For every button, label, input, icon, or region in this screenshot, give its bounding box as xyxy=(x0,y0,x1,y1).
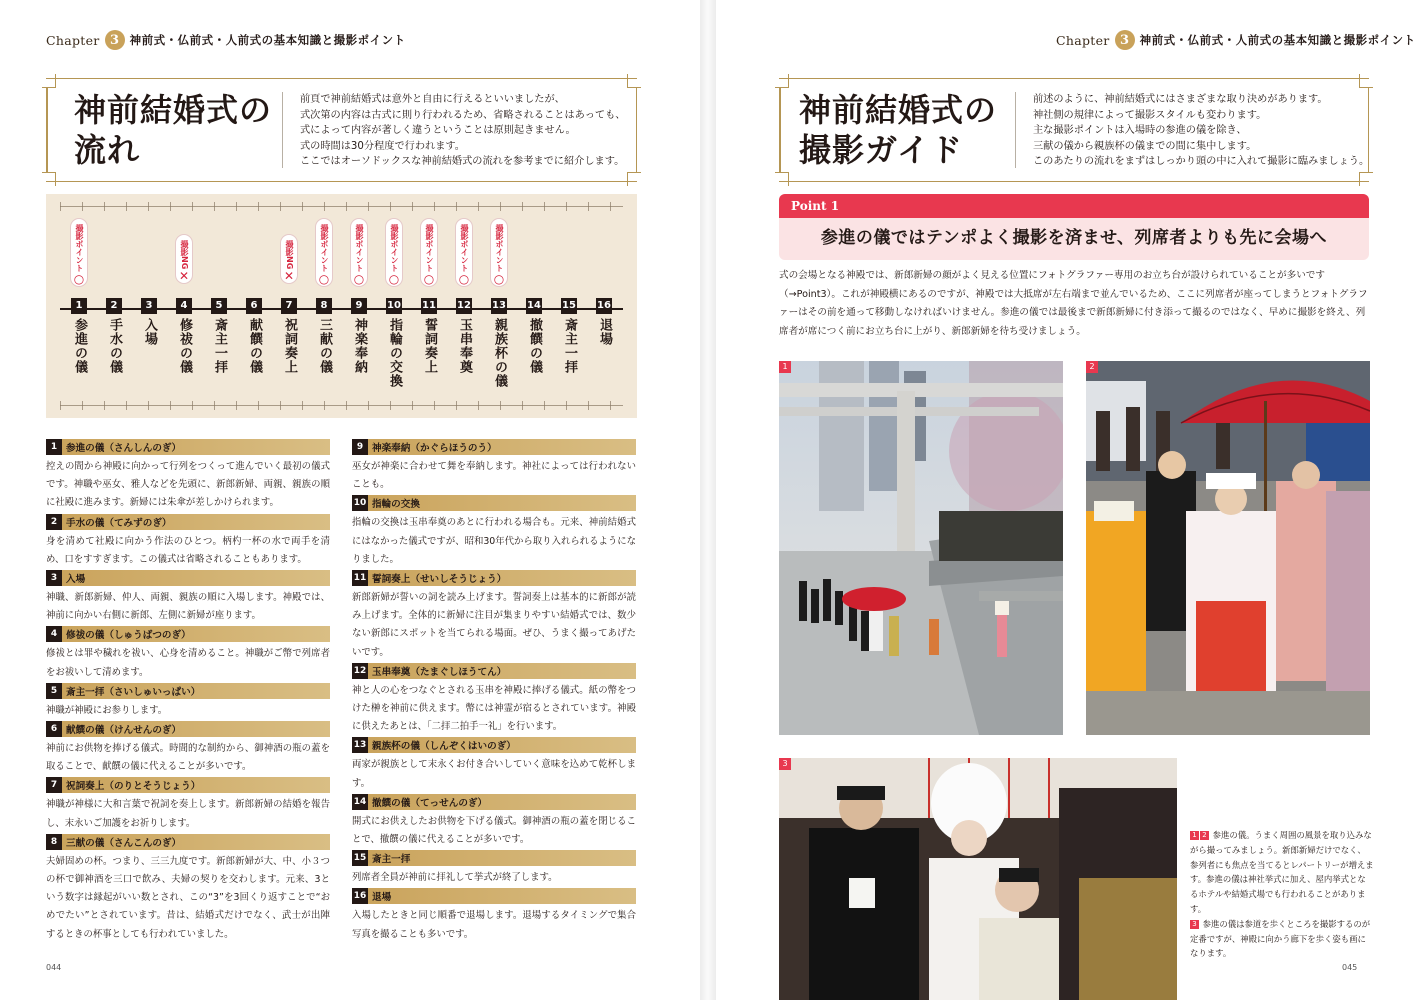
photo-corridor-couple xyxy=(779,758,1177,1000)
step-detail-number: 8 xyxy=(46,834,62,850)
step-detail-body: 新郎新婦が誓いの詞を読み上げます。誓詞奏上は基本的に新郎が読み上げます。全体的に新婦に注目が集まりやすい結婚式では、数少ない新郎にスポットを当てられる場面。ぜひ、うまく撮ってあげたいです。 xyxy=(352,592,636,658)
chapter-header xyxy=(1056,30,1416,50)
step-detail-title: 修祓の儀（しゅうばつのぎ） xyxy=(66,630,191,642)
step-detail-heading xyxy=(46,777,330,793)
timeline-step xyxy=(243,298,265,374)
step-detail-body: 神職、新郎新婦、仲人、両親、親族の順に入場します。神殿では、神前に向かい右側に新郎、左側に新婦が座ります。 xyxy=(46,592,330,622)
step-detail-number: 1 xyxy=(46,439,62,455)
step-detail-body: 巫女が神楽に合わせて舞を奉納します。神社によっては行われないことも。 xyxy=(352,461,636,491)
caption-badge: 2 xyxy=(1200,831,1209,840)
step-detail-number: 12 xyxy=(352,663,368,679)
intro-line: 前述のように、神前結婚式にはさまざまな取り決めがあります。 xyxy=(1033,94,1328,105)
step-detail-body: 両家が親族として末永くお付き合いしていく意味を込めて乾杯します。 xyxy=(352,759,636,789)
timeline-step xyxy=(208,298,230,374)
step-detail-number: 3 xyxy=(46,570,62,586)
step-detail xyxy=(352,439,636,494)
step-detail-title: 参進の儀（さんしんのぎ） xyxy=(66,443,182,454)
step-details-left xyxy=(46,439,330,945)
photo-torii-procession xyxy=(779,361,1063,735)
timeline-step xyxy=(523,298,545,374)
pin-label: 撮影ポイント xyxy=(425,224,434,272)
chapter-number: 3 xyxy=(105,30,125,50)
step-detail-heading xyxy=(46,683,330,699)
photo-point-pin xyxy=(350,218,368,287)
step-detail-body: 開式にお供えしたお供物を下げる儀式。御神酒の瓶の蓋を閉じることで、撤饌の儀に代えることが多いです。 xyxy=(352,815,636,846)
pin-label: 撮影ポイント xyxy=(320,224,329,272)
step-detail xyxy=(352,850,636,887)
step-number: 8 xyxy=(316,298,332,314)
step-detail-heading xyxy=(46,439,330,455)
circle-icon: ○ xyxy=(318,272,330,286)
torii-scene-image xyxy=(779,361,1063,735)
point-title: 参進の儀ではテンポよく撮影を済ませ、列席者よりも先に会場へ xyxy=(820,228,1328,248)
step-detail-number: 14 xyxy=(352,794,368,810)
step-name: 修祓の儀 xyxy=(177,318,192,374)
title-box xyxy=(46,78,637,182)
step-detail-title: 親族杯の儀（しんぞくはいのぎ） xyxy=(372,741,516,753)
step-detail-body: 神と人の心をつなぐとされる玉串を神殿に捧げる儀式。紙の幣をつけた榊を神前に供えます。幣には神霊が宿るとされています。神殿に供えたあとは、「二拝二拍手一礼」を行います。 xyxy=(352,684,636,733)
photo-ng-pin xyxy=(280,234,298,284)
photo-point-pin xyxy=(385,218,403,287)
step-number: 9 xyxy=(351,298,367,314)
photo-red-umbrella xyxy=(1086,361,1370,735)
title-box xyxy=(779,78,1369,182)
step-detail-number: 11 xyxy=(352,570,368,586)
right-page xyxy=(716,0,1416,1000)
step-number: 13 xyxy=(491,298,507,314)
step-detail xyxy=(352,495,636,569)
step-detail-body: 修祓とは罪や穢れを祓い、心身を清めること。神職がご幣で列席者をお祓いして清めます。 xyxy=(46,648,330,678)
step-number: 14 xyxy=(526,298,542,314)
timeline-step xyxy=(383,298,405,388)
point-card xyxy=(779,194,1369,260)
step-name: 手水の儀 xyxy=(107,318,122,374)
cross-icon: ✕ xyxy=(178,269,190,284)
intro-line: 式によって内容が著しく違うということは原則起きません。 xyxy=(300,125,576,137)
intro-line: 三献の儀から親族杯の儀までの間に集中します。 xyxy=(1033,140,1257,152)
step-detail-heading xyxy=(352,737,636,753)
step-name: 親族杯の儀 xyxy=(492,318,507,388)
step-name: 撤饌の儀 xyxy=(527,318,542,374)
timeline-step xyxy=(278,298,300,374)
page-title xyxy=(74,90,272,170)
intro-line: 式次第の内容は古式に則り行われるため、省略されることはあっても、 xyxy=(300,109,626,121)
step-detail-heading xyxy=(46,514,330,530)
timeline-step xyxy=(558,298,580,374)
step-detail-title: 退場 xyxy=(372,892,392,904)
step-number: 5 xyxy=(211,298,227,314)
step-detail-title: 斎主一拝 xyxy=(372,854,411,866)
title-line-2: 流れ xyxy=(74,131,141,169)
step-detail-body: 身を清めて社殿に向かう作法のひとつ。柄杓一杯の水で両手を清め、口をすすぎます。この儀式は省略されることもあります。 xyxy=(46,535,330,565)
step-detail-body: 神職が神様に大和言葉で祝詞を奏上します。新郎新婦の結婚を報告し、末永いご加護をお祈りします。 xyxy=(46,799,330,829)
pin-label: 撮影ポイント xyxy=(355,224,364,272)
timeline-step xyxy=(418,298,440,374)
step-detail xyxy=(352,794,636,849)
left-page xyxy=(0,0,700,1000)
step-detail-heading xyxy=(46,626,330,642)
pin-label: 撮影NG xyxy=(180,240,189,270)
step-name: 献饌の儀 xyxy=(247,318,262,374)
cross-icon: ✕ xyxy=(283,269,295,284)
timeline-step xyxy=(103,298,125,374)
step-detail-body: 神職が神殿にお参りします。 xyxy=(46,704,168,716)
step-detail xyxy=(352,570,636,662)
step-detail-heading xyxy=(46,570,330,586)
photo-point-pin xyxy=(315,218,333,287)
step-detail-number: 9 xyxy=(352,439,368,455)
circle-icon: ○ xyxy=(423,272,435,286)
photo-badge: 1 xyxy=(779,361,791,373)
timeline-step xyxy=(488,298,510,388)
step-detail-number: 2 xyxy=(46,514,62,530)
step-name: 祝詞奏上 xyxy=(282,318,297,374)
timeline-step xyxy=(313,298,335,374)
step-detail xyxy=(46,721,330,776)
step-detail-number: 4 xyxy=(46,626,62,642)
step-detail-body: 控えの間から神殿に向かって行列をつくって進んでいく最初の儀式です。神職や巫女、雅人などを先頭に、新郎新婦、両親、親族の順に社殿に進みます。新婦には朱傘が差しかけられます。 xyxy=(46,461,330,509)
intro-line: このあたりの流れをまずはしっかり頭の中に入れて撮影に臨みましょう。 xyxy=(1033,156,1370,168)
step-number: 16 xyxy=(596,298,612,314)
circle-icon: ○ xyxy=(493,272,505,286)
step-name: 指輪の交換 xyxy=(387,318,402,388)
gutter xyxy=(700,0,716,1000)
caption-text: 参進の儀。うまく周囲の風景を取り込みながら撮ってみましょう。新郎新婦だけでなく、参列者にも焦点を当てるとレパートリーが増えます。参進の儀は神社挙式に加え、屋内挙式となるホテルや結婚式場でも行われることがあります。 xyxy=(1190,830,1374,914)
intro-line: 式の時間は30分程度で行われます。 xyxy=(300,140,465,152)
chapter-title: 神前式・仏前式・人前式の基本知識と撮影ポイント xyxy=(129,33,406,47)
chapter-title: 神前式・仏前式・人前式の基本知識と撮影ポイント xyxy=(1139,33,1416,47)
caption-badge: 1 xyxy=(1190,831,1199,840)
step-detail-title: 指輪の交換 xyxy=(372,499,420,511)
step-detail-heading xyxy=(352,794,636,810)
step-detail-heading xyxy=(46,721,330,737)
step-number: 4 xyxy=(176,298,192,314)
point-body: 式の会場となる神殿では、新郎新婦の顔がよく見える位置にフォトグラファー専用のお立ち台が設けられていることが多いです（→Point3）。これが神殿横にあるのですが、神殿では大抵席が左右端まで並んでいるため、ここに列席者が座ってしまうとフォトグラファーはその前を通って移動しなければいけません。参進の儀では最後まで新郎新婦に付き添って撮るのではなく、早めに撮影を終え、列席者が席につく前にお立ち台に上がり、新郎新婦を待ち受けましょう。 xyxy=(779,270,1368,337)
title-line-2: 撮影ガイド xyxy=(799,131,964,169)
step-number: 11 xyxy=(421,298,437,314)
step-name: 三献の儀 xyxy=(317,318,332,374)
step-detail xyxy=(46,834,330,944)
point-label: Point 1 xyxy=(779,194,1369,218)
timeline-step xyxy=(173,298,195,374)
step-detail-heading xyxy=(352,439,636,455)
step-detail-heading xyxy=(352,888,636,904)
photo-badge: 2 xyxy=(1086,361,1098,373)
step-detail-title: 手水の儀（てみずのぎ） xyxy=(66,517,172,529)
step-name: 参進の儀 xyxy=(72,318,87,374)
step-detail-number: 13 xyxy=(352,737,368,753)
step-number: 7 xyxy=(281,298,297,314)
pin-label: 撮影ポイント xyxy=(460,224,469,272)
step-name: 玉串奉奠 xyxy=(457,318,472,374)
intro-text xyxy=(300,92,626,170)
step-detail-title: 玉串奉奠（たまぐしほうてん） xyxy=(372,666,507,678)
step-detail-title: 祝詞奏上（のりとそうじょう） xyxy=(66,781,201,793)
photo-caption xyxy=(1190,828,1374,961)
step-detail xyxy=(352,663,636,737)
circle-icon: ○ xyxy=(353,272,365,286)
step-number: 15 xyxy=(561,298,577,314)
chapter-label: Chapter xyxy=(1056,32,1110,48)
photo-point-pin xyxy=(70,218,88,287)
step-detail-heading xyxy=(352,850,636,866)
pin-label: 撮影ポイント xyxy=(390,224,399,272)
timeline-step xyxy=(453,298,475,374)
step-number: 2 xyxy=(106,298,122,314)
timeline-step xyxy=(348,298,370,374)
step-detail xyxy=(46,570,330,625)
step-number: 3 xyxy=(141,298,157,314)
intro-line: 主な撮影ポイントは入場時の参進の儀を除き、 xyxy=(1033,125,1247,137)
pin-label: 撮影ポイント xyxy=(495,224,504,272)
intro-text xyxy=(1033,92,1369,170)
step-number: 6 xyxy=(246,298,262,314)
timeline-step xyxy=(138,298,160,346)
step-detail-title: 誓詞奏上（せいしそうじょう） xyxy=(372,574,507,586)
intro-line: 神社側の規律によって撮影スタイルも変わります。 xyxy=(1033,109,1267,121)
step-detail-body: 神前にお供物を捧げる儀式。時間的な制約から、御神酒の瓶の蓋を取ることで、献饌の儀に代えることが多いです。 xyxy=(46,743,330,773)
step-detail-number: 5 xyxy=(46,683,62,699)
step-number: 12 xyxy=(456,298,472,314)
step-name: 入場 xyxy=(142,318,157,346)
circle-icon: ○ xyxy=(73,272,85,286)
pin-label: 撮影NG xyxy=(285,240,294,270)
step-details-right xyxy=(352,439,636,945)
step-detail-title: 神楽奉納（かぐらほうのう） xyxy=(372,443,497,454)
step-detail-heading xyxy=(46,834,330,850)
chapter-label: Chapter xyxy=(46,32,100,48)
page-number: 045 xyxy=(1342,963,1358,972)
photo-badge: 3 xyxy=(779,758,791,770)
step-detail-heading xyxy=(352,570,636,586)
photo-point-pin xyxy=(490,218,508,287)
step-detail-number: 7 xyxy=(46,777,62,793)
step-name: 誓詞奏上 xyxy=(422,318,437,374)
step-detail xyxy=(352,737,636,792)
step-detail-heading xyxy=(352,495,636,511)
step-detail-title: 撤饌の儀（てっせんのぎ） xyxy=(372,797,488,809)
ceremony-timeline xyxy=(46,194,637,418)
caption-1-2 xyxy=(1190,828,1374,917)
step-name: 神楽奉納 xyxy=(352,318,367,374)
step-detail-number: 6 xyxy=(46,721,62,737)
photo-point-pin xyxy=(455,218,473,287)
photo-ng-pin xyxy=(175,234,193,284)
intro-line: 前頁で神前結婚式は意外と自由に行えるといいましたが、 xyxy=(300,94,565,105)
timeline-step xyxy=(593,298,615,346)
step-detail-body: 入場したときと同じ順番で退場します。退場するタイミングで集合写真を撮ることも多いです。 xyxy=(352,910,636,940)
pin-label: 撮影ポイント xyxy=(75,224,84,272)
title-line-1: 神前結婚式の xyxy=(799,91,998,129)
step-detail-number: 15 xyxy=(352,850,368,866)
circle-icon: ○ xyxy=(388,272,400,286)
step-detail-number: 16 xyxy=(352,888,368,904)
step-detail-number: 10 xyxy=(352,495,368,511)
step-detail-body: 列席者全員が神前に拝礼して挙式が終了します。 xyxy=(352,872,558,884)
step-detail xyxy=(352,888,636,943)
chapter-header xyxy=(46,30,406,50)
intro-line: ここではオーソドックスな神前結婚式の流れを参考までに紹介します。 xyxy=(300,156,625,168)
page-number: 044 xyxy=(46,963,62,972)
circle-icon: ○ xyxy=(458,272,470,286)
timeline-step xyxy=(68,298,90,374)
step-name: 退場 xyxy=(597,318,612,346)
step-number: 10 xyxy=(386,298,402,314)
step-detail xyxy=(46,683,330,720)
step-detail-title: 斎主一拝（さいしゅいっぱい） xyxy=(66,686,201,698)
photo-point-pin xyxy=(420,218,438,287)
step-detail-body: 指輪の交換は玉串奉奠のあとに行われる場合も。元来、神前結婚式にはなかった儀式ですが、昭和30年代から取り入れられるようになりました。 xyxy=(352,517,636,565)
step-name: 斎主一拝 xyxy=(212,318,227,374)
step-detail xyxy=(46,777,330,832)
step-number: 1 xyxy=(71,298,87,314)
page-title xyxy=(799,90,997,170)
step-detail xyxy=(46,626,330,681)
caption-badge: 3 xyxy=(1190,920,1199,929)
corridor-scene-image xyxy=(779,758,1177,1000)
title-line-1: 神前結婚式の xyxy=(74,91,273,129)
step-detail-heading xyxy=(352,663,636,679)
chapter-number: 3 xyxy=(1115,30,1135,50)
step-detail-title: 入場 xyxy=(66,574,86,586)
caption-3 xyxy=(1190,917,1374,961)
step-name: 斎主一拝 xyxy=(562,318,577,374)
step-detail-body: 夫婦固めの杯。つまり、三三九度です。新郎新婦が大、中、小３つの杯で御神酒を三口で飲み、夫婦の契りを交わします。元来、3という数字は縁起がいい数とされ、この“3”を3回くり返すことで“おめでたい”とされています。昔は、結婚式だけでなく、武士が出陣するときの杯事としても行われていました。 xyxy=(46,855,330,940)
umbrella-scene-image xyxy=(1086,361,1370,735)
step-detail xyxy=(46,514,330,569)
step-detail-title: 三献の儀（さんこんのぎ） xyxy=(66,837,182,849)
step-detail xyxy=(46,439,330,513)
caption-text: 参進の儀は参道を歩くところを撮影するのが定番ですが、神殿に向かう廊下を歩く姿も画になります。 xyxy=(1190,918,1371,959)
step-detail-title: 献饌の儀（けんせんのぎ） xyxy=(66,725,182,737)
